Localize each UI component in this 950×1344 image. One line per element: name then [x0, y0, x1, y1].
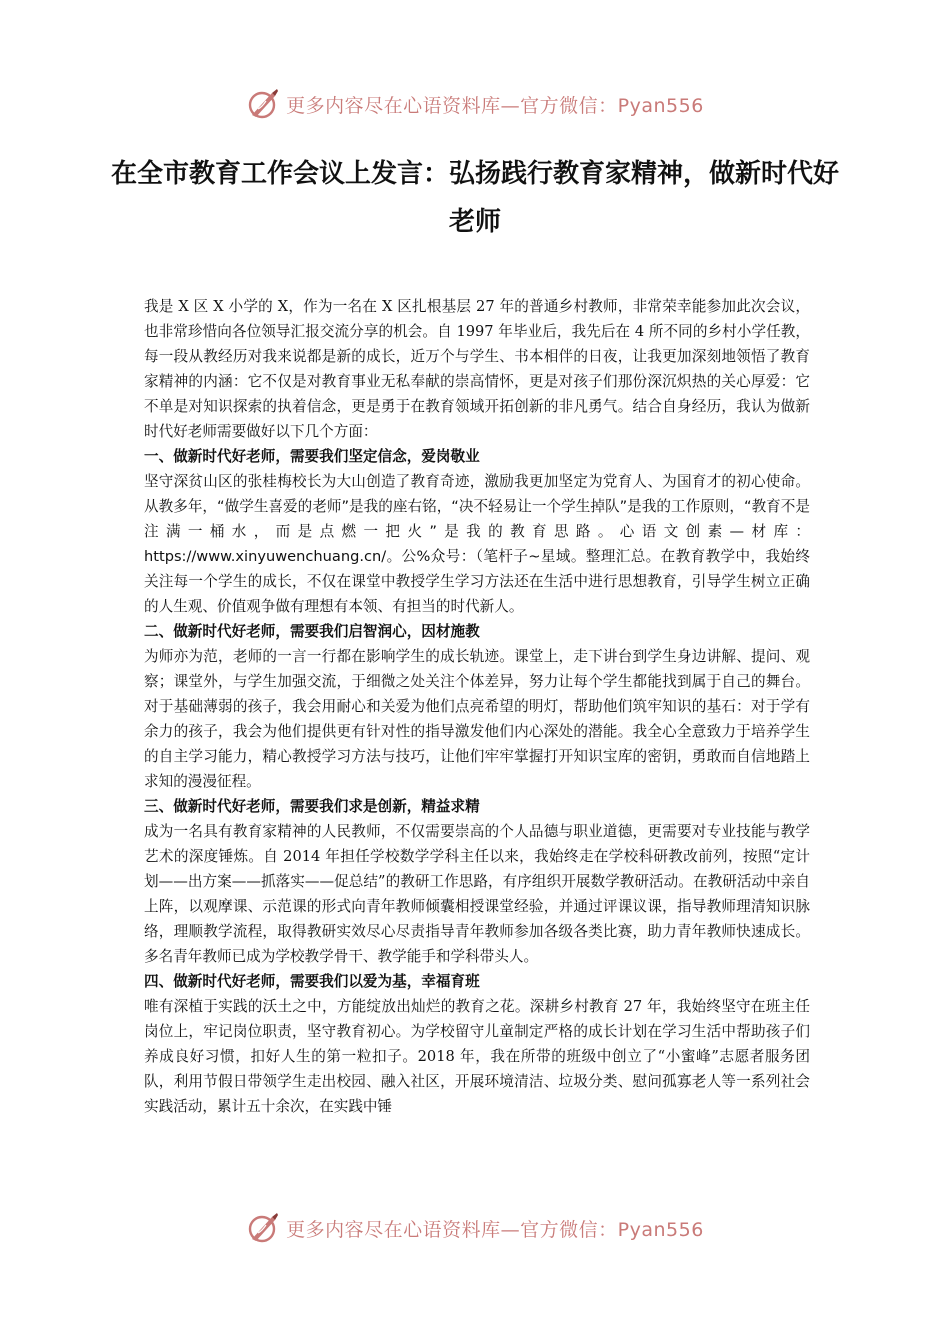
wechat-id: Pyan556 [617, 1218, 704, 1241]
footer-banner [0, 1208, 950, 1248]
banner-slogan: 更多内容尽在心语资料库—官方微信： [286, 94, 618, 117]
section-heading-4: 四、做新时代好老师，需要我们以爱为基，幸福育班 [144, 973, 480, 990]
section-paragraph-2: 为师亦为范，老师的一言一行都在影响学生的成长轨迹。课堂上，走下讲台到学生身边讲解、提问、观察；课堂外，与学生加强交流，于细微之处关注个体差异，努力让每个学生都能找到属于自己的舞台。对于基础薄弱的孩子，我会用耐心和关爱为他们点亮希望的明灯，帮助他们筑牢知识的基石：对于学有余力的孩子，我会为他们提供更有针对性的指导激发他们内心深处的潜能。我全心全意致力于培养学生的自主学习能力，精心教授学习方法与技巧，让他们牢牢掌握打开知识宝库的密钥，勇敢而自信地踏上求知的漫漫征程。 [144, 648, 810, 790]
banner-text [286, 1215, 704, 1242]
banner-slogan: 更多内容尽在心语资料库—官方微信： [286, 1218, 618, 1241]
quill-logo-icon [246, 87, 280, 121]
intro-paragraph: 我是 X 区 X 小学的 X，作为一名在 X 区扎根基层 27 年的普通乡村教师，非常荣幸能参加此次会议，也非常珍惜向各位领导汇报交流分享的机会。自 1997 年毕业后，我先后在 4 所不同的乡村小学任教，每一段从教经历对我来说都是新的成长，近万个与学生、书本相伴的日夜，让我更加深刻地领悟了教育家精神的内涵：它不仅是对教育事业无私奉献的崇高情怀，更是对孩子们那份深沉炽热的关心厚爱：它不单是对知识探索的执着信念，更是勇于在教育领域开拓创新的非凡勇气。结合自身经历，我认为做新时代好老师需要做好以下几个方面： [144, 298, 810, 440]
section-heading-3: 三、做新时代好老师，需要我们求是创新，精益求精 [144, 798, 480, 815]
header-banner [0, 84, 950, 124]
wechat-id: Pyan556 [617, 94, 704, 117]
section-heading-1: 一、做新时代好老师，需要我们坚定信念，爱岗敬业 [144, 448, 480, 465]
banner-text [286, 91, 704, 118]
section-heading-2: 二、做新时代好老师，需要我们启智润心，因材施教 [144, 623, 480, 640]
section-paragraph-3: 成为一名具有教育家精神的人民教师，不仅需要崇高的个人品德与职业道德，更需要对专业技能与教学艺术的深度锤炼。自 2014 年担任学校数学学科主任以来，我始终走在学校科研教改前列，按照“定计划——出方案——抓落实——促总结”的教研工作思路，有序组织开展数学教研活动。在教研活动中亲自上阵，以观摩课、示范课的形式向青年教师倾囊相授课堂经验，并通过评课议课，指导教师理清知识脉络，理顺教学流程，取得教研实效尽心尽责指导青年教师参加各级各类比赛，助力青年教师快速成长。多名青年教师已成为学校教学骨干、教学能手和学科带头人。 [144, 823, 810, 965]
document-body [144, 294, 810, 1119]
section-paragraph-1: 坚守深贫山区的张桂梅校长为大山创造了教育奇迹，激励我更加坚定为党育人、为国育才的初心使命。从教多年，“做学生喜爱的老师”是我的座右铭，“决不轻易让一个学生掉队”是我的工作原则，“教育不是注满一桶水，而是点燃一把火”是我的教育思路。心语文创素—材库：https://www.xinyuwenchuang.cn/。公%众号：（笔杆子~星域。整理汇总。在教育教学中，我始终关注每一个学生的成长，不仅在课堂中教授学生学习方法还在生活中进行思想教育，引导学生树立正确的人生观、价值观争做有理想有本领、有担当的时代新人。 [144, 473, 810, 615]
document-title: 在全市教育工作会议上发言：弘扬践行教育家精神，做新时代好老师 [110, 159, 839, 237]
quill-logo-icon [246, 1211, 280, 1245]
section-paragraph-4: 唯有深植于实践的沃土之中，方能绽放出灿烂的教育之花。深耕乡村教育 27 年，我始终坚守在班主任岗位上，牢记岗位职责，坚守教育初心。为学校留守儿童制定严格的成长计划在学习生活中帮助孩子们养成良好习惯，扣好人生的第一粒扣子。2018 年，我在所带的班级中创立了“小蜜峰”志愿者服务团队，利用节假日带领学生走出校园、融入社区，开展环境清洁、垃圾分类、慰问孤寡老人等一系列社会实践活动，累计五十余次，在实践中锤 [144, 998, 810, 1115]
